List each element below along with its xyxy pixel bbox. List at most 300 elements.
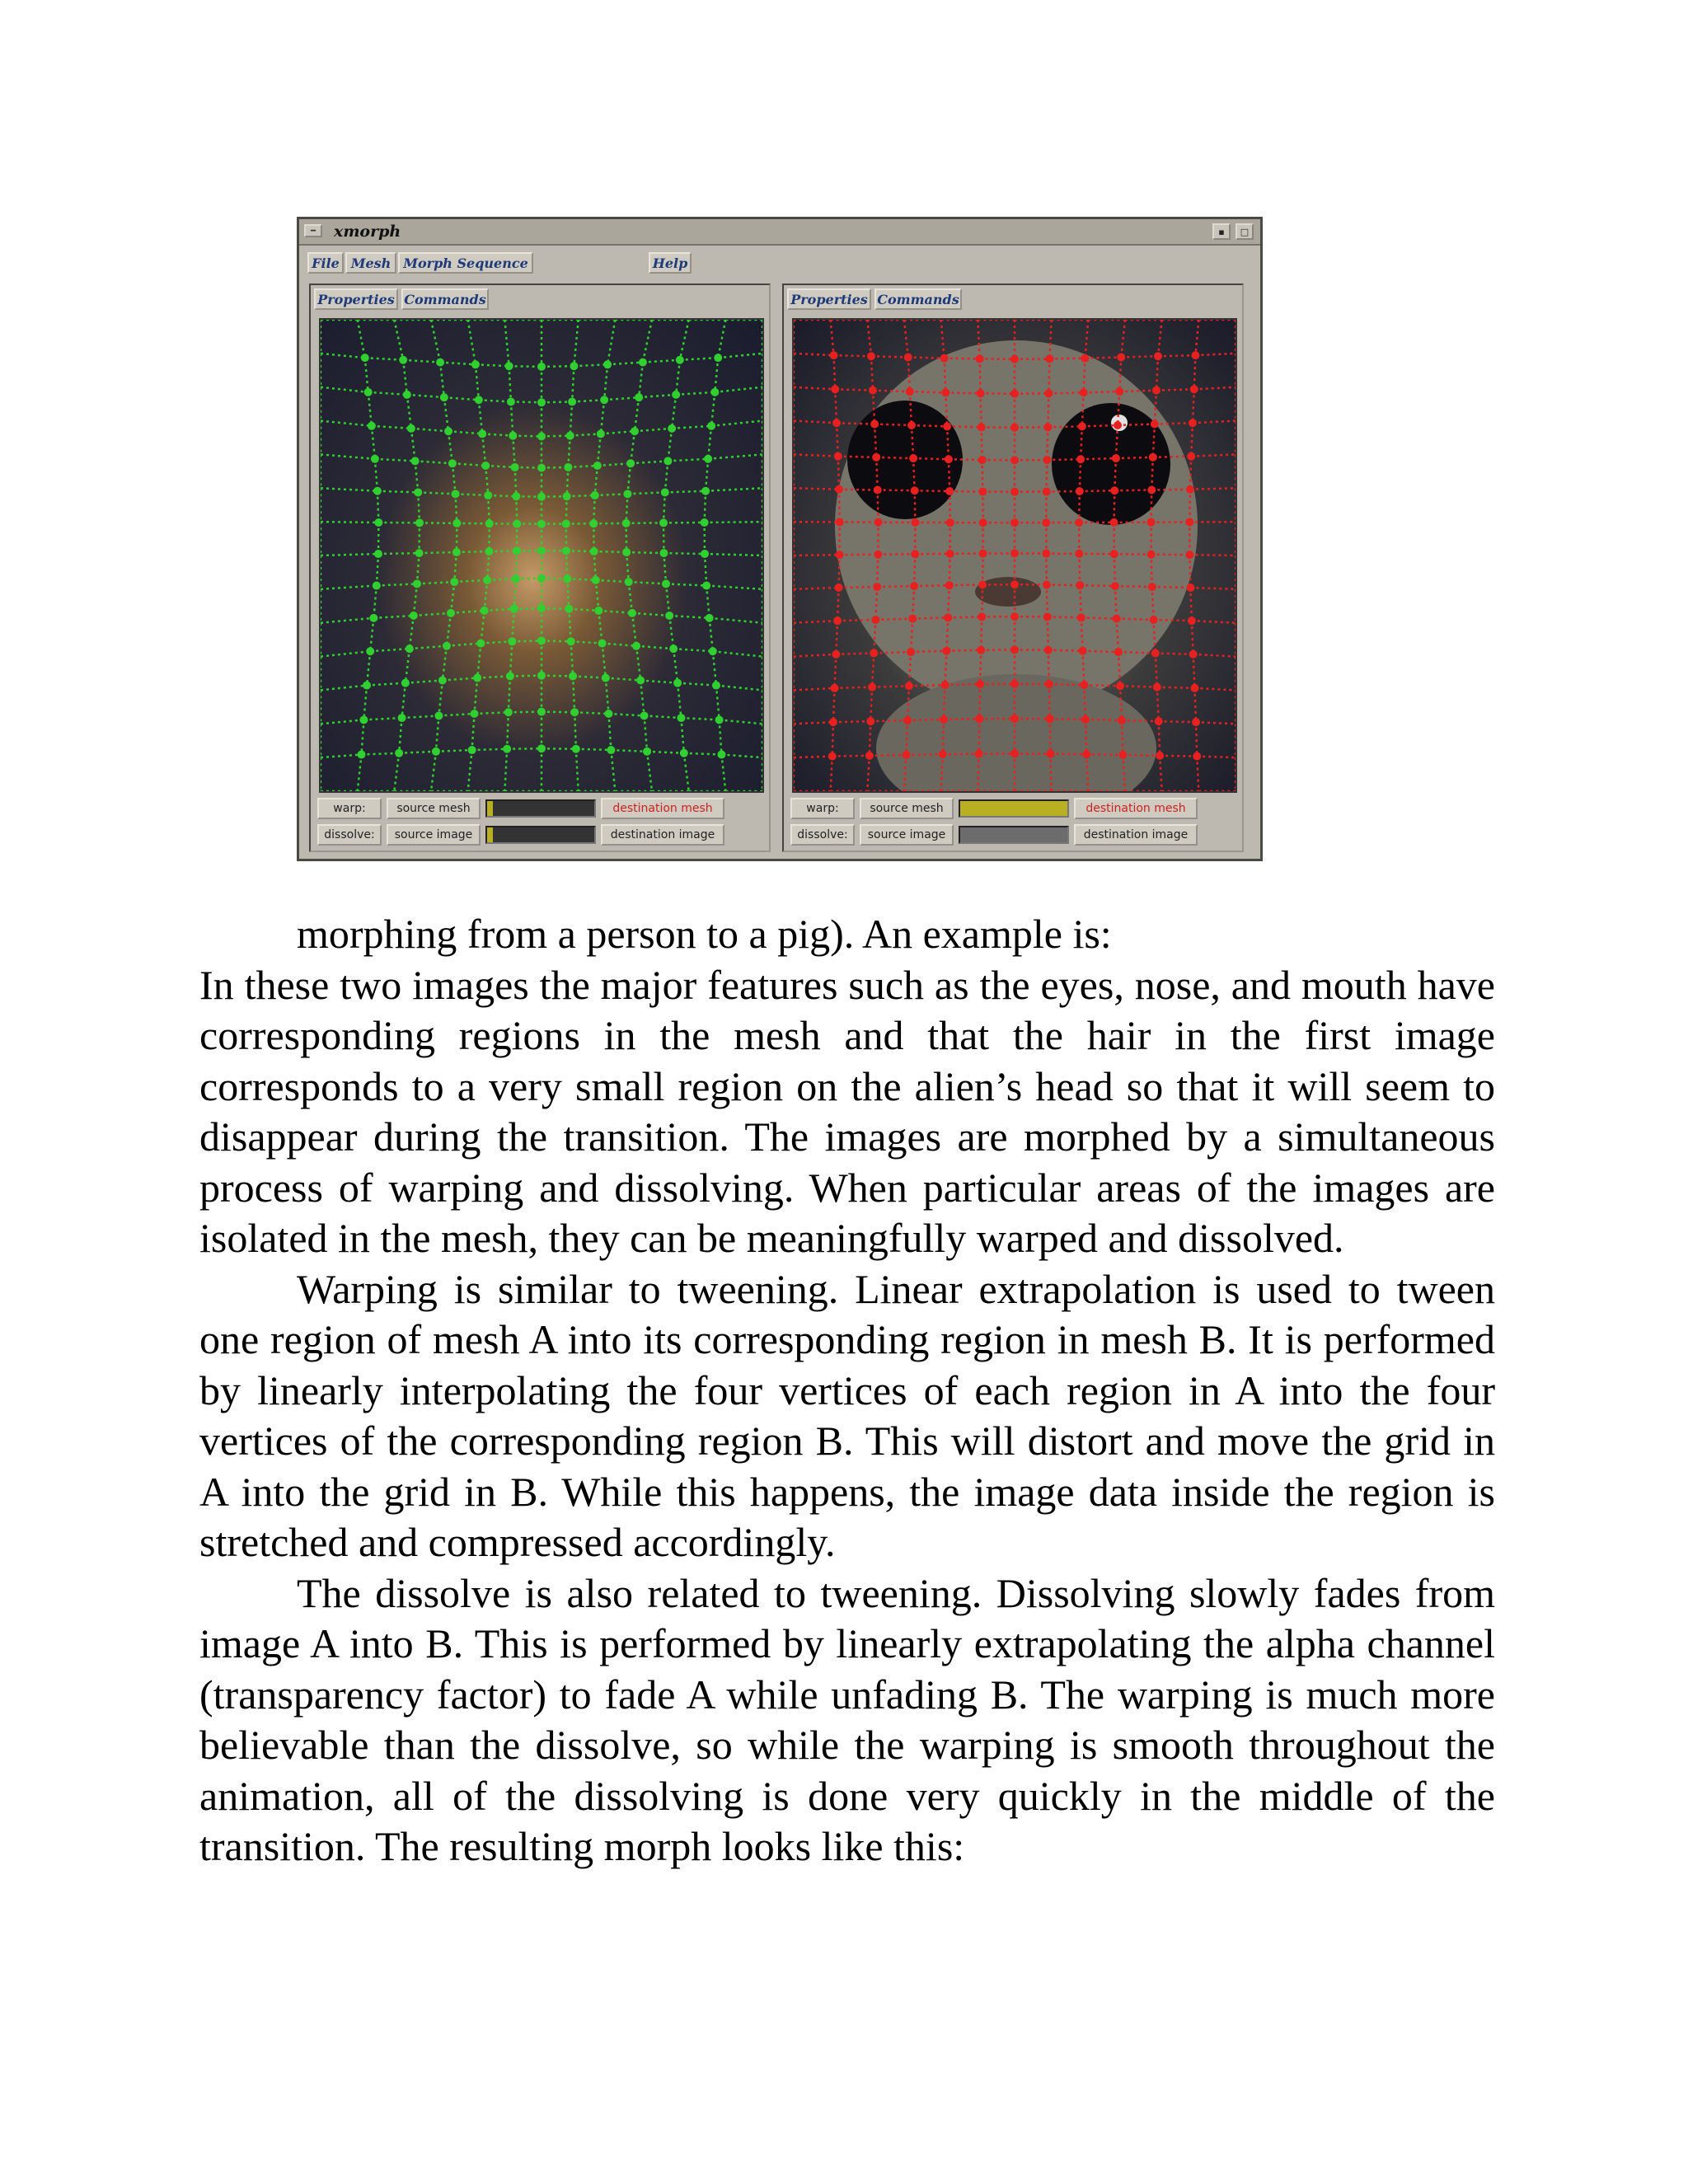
mesh-vertex[interactable] <box>911 518 919 527</box>
mesh-vertex[interactable] <box>537 432 546 440</box>
mesh-vertex[interactable] <box>1082 750 1090 758</box>
mesh-vertex[interactable] <box>366 647 374 655</box>
mesh-vertex[interactable] <box>572 745 580 753</box>
mesh-vertex[interactable] <box>1081 715 1090 724</box>
mesh-vertex[interactable] <box>911 486 919 494</box>
mesh-vertex[interactable] <box>591 491 599 499</box>
mesh-vertex[interactable] <box>1043 423 1052 431</box>
menu-file[interactable]: File <box>307 252 344 274</box>
mesh-vertex[interactable] <box>903 751 911 759</box>
mesh-vertex[interactable] <box>369 614 377 622</box>
source-image-button[interactable]: source image <box>387 824 481 846</box>
source-image-canvas[interactable] <box>319 318 764 793</box>
mesh-vertex[interactable] <box>1115 387 1123 396</box>
mesh-vertex[interactable] <box>1078 422 1086 430</box>
mesh-vertex[interactable] <box>704 455 712 463</box>
mesh-vertex[interactable] <box>1010 680 1019 688</box>
mesh-vertex[interactable] <box>481 462 490 470</box>
mesh-vertex[interactable] <box>1010 424 1019 432</box>
mesh-vertex[interactable] <box>414 488 422 496</box>
destination-warp-slider[interactable] <box>959 799 1069 818</box>
mesh-vertex[interactable] <box>568 397 576 405</box>
mesh-vertex[interactable] <box>1010 355 1019 363</box>
mesh-vertex[interactable] <box>865 752 874 760</box>
mesh-vertex[interactable] <box>1010 580 1019 588</box>
mesh-vertex[interactable] <box>663 457 672 465</box>
mesh-vertex[interactable] <box>507 397 515 405</box>
mesh-vertex[interactable] <box>626 459 635 467</box>
mesh-vertex[interactable] <box>1189 650 1198 658</box>
mesh-vertex[interactable] <box>1043 456 1051 464</box>
mesh-vertex[interactable] <box>537 604 546 612</box>
mesh-vertex[interactable] <box>673 679 682 687</box>
mesh-vertex[interactable] <box>1114 421 1122 429</box>
mesh-vertex[interactable] <box>1076 455 1085 463</box>
mesh-vertex[interactable] <box>975 750 983 758</box>
mesh-vertex[interactable] <box>1045 680 1053 688</box>
mesh-vertex[interactable] <box>411 457 420 465</box>
destination-image-button[interactable]: destination image <box>1074 824 1198 846</box>
mesh-vertex[interactable] <box>1075 518 1083 527</box>
mesh-vertex[interactable] <box>1112 454 1120 462</box>
mesh-vertex[interactable] <box>945 487 954 495</box>
mesh-vertex[interactable] <box>903 716 912 724</box>
destination-mesh-button[interactable]: destination mesh <box>601 798 724 819</box>
destination-mesh-overlay[interactable] <box>794 320 1236 791</box>
mesh-vertex[interactable] <box>602 674 610 682</box>
mesh-vertex[interactable] <box>476 640 485 648</box>
mesh-vertex[interactable] <box>1155 717 1163 725</box>
mesh-vertex[interactable] <box>835 583 843 592</box>
mesh-vertex[interactable] <box>1046 750 1054 758</box>
mesh-vertex[interactable] <box>444 427 452 435</box>
mesh-vertex[interactable] <box>1043 612 1052 621</box>
mesh-vertex[interactable] <box>513 520 521 528</box>
source-mesh-button[interactable]: source mesh <box>860 798 954 819</box>
mesh-vertex[interactable] <box>358 751 366 759</box>
mesh-vertex[interactable] <box>701 487 710 495</box>
mesh-vertex[interactable] <box>1080 681 1088 689</box>
mesh-vertex[interactable] <box>1150 616 1158 624</box>
destination-image-canvas[interactable] <box>792 318 1237 793</box>
mesh-vertex[interactable] <box>565 605 573 613</box>
mesh-vertex[interactable] <box>403 391 411 399</box>
mesh-vertex[interactable] <box>594 607 603 615</box>
source-properties-button[interactable]: Properties <box>314 288 398 310</box>
source-warp-slider[interactable] <box>485 799 596 818</box>
mesh-vertex[interactable] <box>946 518 954 527</box>
mesh-vertex[interactable] <box>978 423 986 431</box>
mesh-vertex[interactable] <box>707 422 715 430</box>
mesh-vertex[interactable] <box>631 427 639 435</box>
mesh-vertex[interactable] <box>1081 354 1089 363</box>
mesh-vertex[interactable] <box>1118 751 1127 759</box>
mesh-vertex[interactable] <box>676 356 684 364</box>
mesh-vertex[interactable] <box>945 455 953 463</box>
mesh-vertex[interactable] <box>836 518 844 527</box>
mesh-vertex[interactable] <box>1186 583 1194 592</box>
mesh-vertex[interactable] <box>829 718 837 726</box>
mesh-vertex[interactable] <box>835 485 843 494</box>
mesh-vertex[interactable] <box>468 746 476 754</box>
mesh-vertex[interactable] <box>364 388 373 396</box>
mesh-vertex[interactable] <box>714 354 722 362</box>
mesh-vertex[interactable] <box>589 519 598 527</box>
mesh-vertex[interactable] <box>504 708 513 716</box>
mesh-vertex[interactable] <box>659 518 668 527</box>
mesh-vertex[interactable] <box>907 648 915 656</box>
mesh-vertex[interactable] <box>978 456 987 464</box>
mesh-vertex[interactable] <box>1192 718 1200 726</box>
mesh-vertex[interactable] <box>1117 353 1125 361</box>
source-mesh-button[interactable]: source mesh <box>387 798 481 819</box>
mesh-vertex[interactable] <box>413 579 421 588</box>
mesh-vertex[interactable] <box>440 393 448 401</box>
window-menu-icon[interactable]: ━ <box>304 224 322 237</box>
mesh-vertex[interactable] <box>1189 419 1197 427</box>
mesh-vertex[interactable] <box>1010 749 1019 757</box>
mesh-vertex[interactable] <box>1147 551 1156 559</box>
mesh-vertex[interactable] <box>622 519 631 527</box>
mesh-vertex[interactable] <box>509 432 517 440</box>
mesh-vertex[interactable] <box>874 485 882 494</box>
mesh-vertex[interactable] <box>1147 518 1156 527</box>
mesh-vertex[interactable] <box>1075 550 1083 558</box>
mesh-vertex[interactable] <box>597 429 605 438</box>
mesh-vertex[interactable] <box>537 398 546 406</box>
mesh-vertex[interactable] <box>363 682 371 690</box>
mesh-vertex[interactable] <box>665 612 673 620</box>
mesh-vertex[interactable] <box>448 459 457 467</box>
mesh-vertex[interactable] <box>911 550 919 558</box>
mesh-vertex[interactable] <box>833 616 842 625</box>
mesh-vertex[interactable] <box>1118 716 1126 724</box>
mesh-vertex[interactable] <box>512 574 520 583</box>
mesh-vertex[interactable] <box>715 715 724 724</box>
mesh-vertex[interactable] <box>701 550 709 558</box>
mesh-vertex[interactable] <box>1185 518 1193 527</box>
mesh-vertex[interactable] <box>503 745 511 753</box>
mesh-vertex[interactable] <box>1010 488 1019 496</box>
mesh-vertex[interactable] <box>946 550 954 558</box>
mesh-vertex[interactable] <box>562 546 570 555</box>
mesh-vertex[interactable] <box>661 488 669 496</box>
mesh-vertex[interactable] <box>537 520 546 528</box>
source-dissolve-slider[interactable] <box>485 826 596 844</box>
mesh-vertex[interactable] <box>1080 388 1088 396</box>
mesh-vertex[interactable] <box>1114 648 1123 656</box>
mesh-vertex[interactable] <box>1010 390 1019 398</box>
mesh-vertex[interactable] <box>944 613 952 621</box>
mesh-vertex[interactable] <box>866 717 874 725</box>
source-commands-button[interactable]: Commands <box>401 288 489 310</box>
mesh-vertex[interactable] <box>632 642 640 650</box>
mesh-vertex[interactable] <box>625 578 633 586</box>
minimize-icon[interactable]: ▪ <box>1212 223 1231 240</box>
mesh-vertex[interactable] <box>471 710 479 718</box>
mesh-vertex[interactable] <box>434 711 443 719</box>
mesh-vertex[interactable] <box>874 518 882 527</box>
mesh-vertex[interactable] <box>830 351 838 359</box>
mesh-vertex[interactable] <box>622 548 631 556</box>
mesh-vertex[interactable] <box>717 751 725 759</box>
mesh-vertex[interactable] <box>537 574 546 583</box>
mesh-vertex[interactable] <box>537 363 546 371</box>
mesh-vertex[interactable] <box>831 684 839 692</box>
mesh-vertex[interactable] <box>1187 452 1195 461</box>
mesh-vertex[interactable] <box>640 711 649 719</box>
mesh-vertex[interactable] <box>874 551 882 559</box>
mesh-vertex[interactable] <box>668 424 676 433</box>
mesh-vertex[interactable] <box>662 579 670 588</box>
mesh-vertex[interactable] <box>834 452 842 461</box>
mesh-vertex[interactable] <box>910 582 918 590</box>
mesh-vertex[interactable] <box>505 362 513 370</box>
mesh-vertex[interactable] <box>438 677 447 685</box>
mesh-vertex[interactable] <box>904 353 912 361</box>
mesh-vertex[interactable] <box>1010 549 1019 557</box>
mesh-vertex[interactable] <box>569 672 577 680</box>
mesh-vertex[interactable] <box>939 750 947 758</box>
mesh-vertex[interactable] <box>907 421 916 429</box>
mesh-vertex[interactable] <box>906 387 914 396</box>
mesh-vertex[interactable] <box>537 744 546 752</box>
mesh-vertex[interactable] <box>702 582 710 590</box>
mesh-vertex[interactable] <box>709 647 717 655</box>
mesh-vertex[interactable] <box>512 492 520 500</box>
mesh-vertex[interactable] <box>1110 518 1118 527</box>
mesh-vertex[interactable] <box>1151 649 1160 658</box>
mesh-vertex[interactable] <box>905 682 913 690</box>
source-image-button[interactable]: source image <box>860 824 954 846</box>
mesh-vertex[interactable] <box>563 574 571 583</box>
mesh-vertex[interactable] <box>1110 550 1118 558</box>
mesh-vertex[interactable] <box>1190 385 1198 393</box>
mesh-vertex[interactable] <box>1045 354 1053 363</box>
mesh-vertex[interactable] <box>635 393 643 401</box>
mesh-vertex[interactable] <box>976 354 984 363</box>
mesh-vertex[interactable] <box>979 518 987 527</box>
mesh-vertex[interactable] <box>447 609 455 617</box>
destination-properties-button[interactable]: Properties <box>787 288 871 310</box>
mesh-vertex[interactable] <box>598 640 607 648</box>
mesh-vertex[interactable] <box>1044 389 1053 397</box>
mesh-vertex[interactable] <box>978 488 987 496</box>
mesh-vertex[interactable] <box>1010 645 1019 654</box>
mesh-vertex[interactable] <box>836 551 844 559</box>
mesh-vertex[interactable] <box>537 636 546 644</box>
mesh-vertex[interactable] <box>1042 518 1050 527</box>
menu-mesh[interactable]: Mesh <box>345 252 396 274</box>
maximize-icon[interactable]: □ <box>1236 223 1254 240</box>
mesh-vertex[interactable] <box>373 582 381 590</box>
mesh-vertex[interactable] <box>1046 715 1054 723</box>
source-mesh-overlay[interactable] <box>321 320 762 791</box>
mesh-vertex[interactable] <box>1010 715 1019 723</box>
mesh-vertex[interactable] <box>1076 487 1084 495</box>
mesh-vertex[interactable] <box>940 354 949 363</box>
mesh-vertex[interactable] <box>1044 646 1053 654</box>
mesh-vertex[interactable] <box>436 359 444 367</box>
mesh-vertex[interactable] <box>1151 420 1159 429</box>
mesh-vertex[interactable] <box>870 420 879 429</box>
mesh-vertex[interactable] <box>1043 488 1051 496</box>
mesh-vertex[interactable] <box>868 683 876 691</box>
mesh-vertex[interactable] <box>1043 580 1051 588</box>
mesh-vertex[interactable] <box>399 356 407 364</box>
mesh-vertex[interactable] <box>1191 351 1199 359</box>
mesh-vertex[interactable] <box>945 581 954 589</box>
mesh-vertex[interactable] <box>628 609 636 617</box>
mesh-vertex[interactable] <box>1154 352 1162 360</box>
mesh-vertex[interactable] <box>537 464 546 472</box>
mesh-vertex[interactable] <box>872 453 880 462</box>
mesh-vertex[interactable] <box>537 672 546 680</box>
mesh-vertex[interactable] <box>706 614 714 622</box>
mesh-vertex[interactable] <box>604 710 612 718</box>
mesh-vertex[interactable] <box>908 615 917 623</box>
mesh-vertex[interactable] <box>669 644 678 653</box>
mesh-vertex[interactable] <box>410 612 418 620</box>
mesh-vertex[interactable] <box>603 360 612 368</box>
mesh-vertex[interactable] <box>1076 581 1084 589</box>
mesh-vertex[interactable] <box>672 391 680 399</box>
mesh-vertex[interactable] <box>976 680 984 688</box>
mesh-vertex[interactable] <box>443 642 451 650</box>
mesh-vertex[interactable] <box>1148 583 1156 591</box>
mesh-vertex[interactable] <box>373 487 382 495</box>
mesh-vertex[interactable] <box>483 576 491 584</box>
mesh-vertex[interactable] <box>471 360 480 368</box>
mesh-vertex[interactable] <box>478 429 486 438</box>
menu-morph-sequence[interactable]: Morph Sequence <box>398 252 533 274</box>
mesh-vertex[interactable] <box>481 607 489 615</box>
mesh-vertex[interactable] <box>832 419 841 427</box>
mesh-vertex[interactable] <box>371 455 379 463</box>
mesh-vertex[interactable] <box>1116 682 1124 690</box>
mesh-vertex[interactable] <box>977 389 985 397</box>
mesh-vertex[interactable] <box>368 422 376 430</box>
mesh-vertex[interactable] <box>941 681 950 689</box>
mesh-vertex[interactable] <box>1079 647 1087 655</box>
mesh-vertex[interactable] <box>506 672 514 680</box>
mesh-vertex[interactable] <box>873 583 881 591</box>
mesh-vertex[interactable] <box>508 637 516 645</box>
mesh-vertex[interactable] <box>712 682 720 690</box>
mesh-vertex[interactable] <box>831 385 839 393</box>
mesh-vertex[interactable] <box>871 616 879 624</box>
mesh-vertex[interactable] <box>680 749 688 757</box>
mesh-vertex[interactable] <box>475 396 483 404</box>
mesh-vertex[interactable] <box>485 547 493 555</box>
mesh-vertex[interactable] <box>701 518 709 527</box>
menu-help[interactable]: Help <box>649 252 692 274</box>
mesh-vertex[interactable] <box>361 354 369 362</box>
destination-mesh-button[interactable]: destination mesh <box>1074 798 1198 819</box>
mesh-vertex[interactable] <box>450 578 458 586</box>
mesh-vertex[interactable] <box>1193 752 1201 761</box>
mesh-vertex[interactable] <box>395 749 403 757</box>
mesh-vertex[interactable] <box>485 519 494 527</box>
mesh-vertex[interactable] <box>600 396 608 404</box>
mesh-vertex[interactable] <box>452 548 461 556</box>
mesh-vertex[interactable] <box>590 547 598 555</box>
mesh-vertex[interactable] <box>415 518 424 527</box>
mesh-vertex[interactable] <box>406 644 414 653</box>
mesh-vertex[interactable] <box>359 715 368 724</box>
mesh-vertex[interactable] <box>943 422 951 430</box>
mesh-vertex[interactable] <box>941 388 950 396</box>
mesh-vertex[interactable] <box>975 715 983 723</box>
destination-dissolve-slider[interactable] <box>959 826 1069 844</box>
mesh-vertex[interactable] <box>710 388 719 396</box>
mesh-vertex[interactable] <box>1113 615 1121 623</box>
mesh-vertex[interactable] <box>374 518 382 527</box>
mesh-vertex[interactable] <box>639 359 647 367</box>
mesh-vertex[interactable] <box>909 454 917 462</box>
mesh-vertex[interactable] <box>562 520 570 528</box>
mesh-vertex[interactable] <box>511 463 519 471</box>
mesh-vertex[interactable] <box>452 519 461 527</box>
mesh-vertex[interactable] <box>570 708 579 716</box>
mesh-vertex[interactable] <box>374 550 382 558</box>
destination-commands-button[interactable]: Commands <box>874 288 962 310</box>
destination-image-button[interactable]: destination image <box>601 824 724 846</box>
mesh-vertex[interactable] <box>1110 486 1118 494</box>
mesh-vertex[interactable] <box>513 546 521 555</box>
mesh-vertex[interactable] <box>510 605 518 613</box>
mesh-vertex[interactable] <box>978 612 986 621</box>
mesh-vertex[interactable] <box>563 492 571 500</box>
mesh-vertex[interactable] <box>607 746 615 754</box>
mesh-vertex[interactable] <box>1111 582 1119 590</box>
mesh-vertex[interactable] <box>659 549 668 557</box>
mesh-vertex[interactable] <box>977 646 985 654</box>
mesh-vertex[interactable] <box>869 387 877 395</box>
mesh-vertex[interactable] <box>1010 456 1019 464</box>
mesh-vertex[interactable] <box>415 549 424 557</box>
mesh-vertex[interactable] <box>1010 518 1019 527</box>
mesh-vertex[interactable] <box>564 463 572 471</box>
mesh-vertex[interactable] <box>636 677 645 685</box>
mesh-vertex[interactable] <box>1077 613 1085 621</box>
mesh-vertex[interactable] <box>1153 683 1161 691</box>
mesh-vertex[interactable] <box>398 714 406 722</box>
mesh-vertex[interactable] <box>828 752 837 761</box>
mesh-vertex[interactable] <box>537 493 546 501</box>
mesh-vertex[interactable] <box>593 462 602 470</box>
mesh-vertex[interactable] <box>570 362 578 370</box>
mesh-vertex[interactable] <box>473 674 481 682</box>
mesh-vertex[interactable] <box>432 748 440 756</box>
mesh-vertex[interactable] <box>623 490 631 498</box>
mesh-vertex[interactable] <box>407 424 415 433</box>
mesh-vertex[interactable] <box>1147 485 1156 494</box>
mesh-vertex[interactable] <box>484 491 492 499</box>
mesh-vertex[interactable] <box>1185 551 1193 559</box>
mesh-vertex[interactable] <box>1190 684 1198 692</box>
mesh-vertex[interactable] <box>1149 453 1157 462</box>
mesh-vertex[interactable] <box>1042 550 1050 558</box>
mesh-vertex[interactable] <box>870 649 878 658</box>
mesh-vertex[interactable] <box>1152 387 1160 395</box>
mesh-vertex[interactable] <box>537 708 546 716</box>
mesh-vertex[interactable] <box>1186 485 1194 494</box>
mesh-vertex[interactable] <box>401 679 410 687</box>
mesh-vertex[interactable] <box>1156 752 1164 760</box>
mesh-vertex[interactable] <box>1188 616 1196 625</box>
mesh-vertex[interactable] <box>978 580 987 588</box>
